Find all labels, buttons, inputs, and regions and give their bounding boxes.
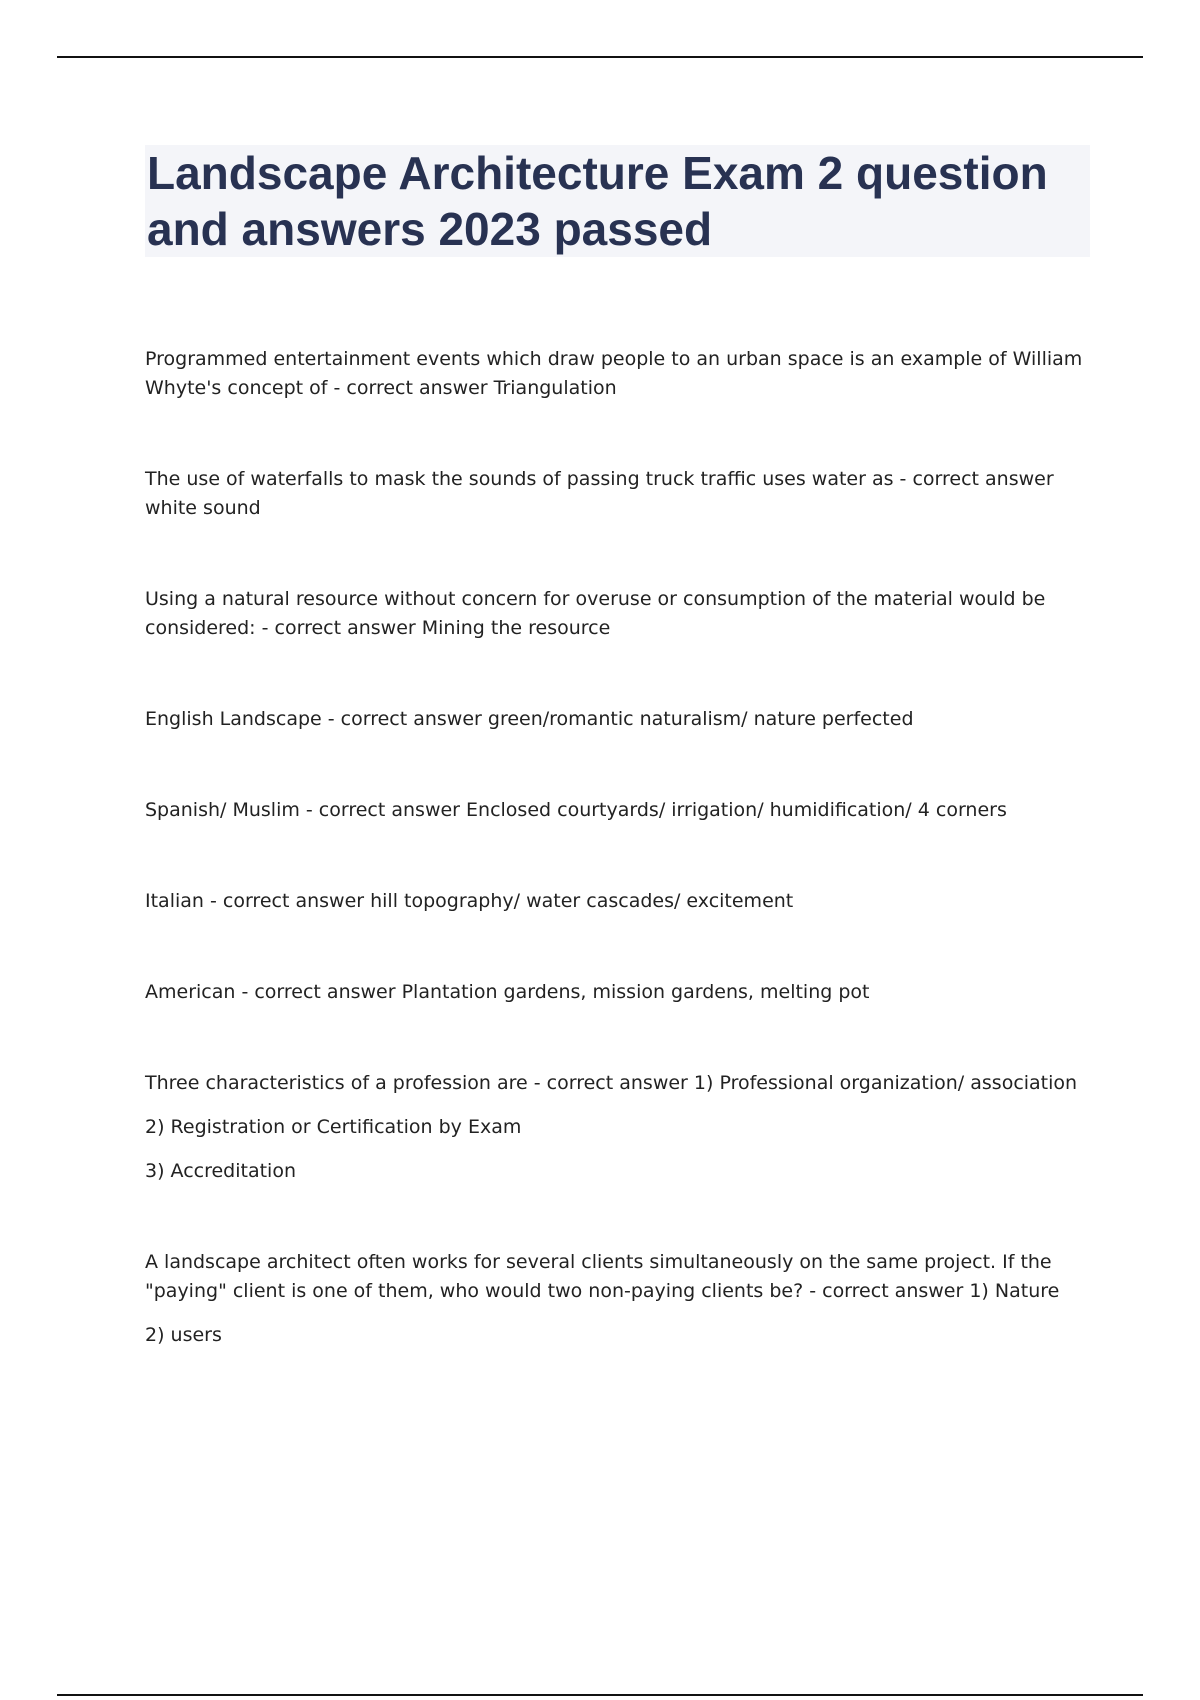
qa-text: Italian - correct answer hill topography/ water cascades/ excitement [145, 890, 794, 912]
qa-text: A landscape architect often works for several clients simultaneously on the same project. If the "paying" client is one of them, who would two non-paying clients be? - correct answer 1) Nature [145, 1251, 1060, 1302]
qa-text: Programmed entertainment events which draw people to an urban space is an example of William Whyte's concept of - correct answer Triangulation [145, 348, 1083, 399]
qa-answer-line: 2) Registration or Certification by Exam [145, 1116, 522, 1138]
qa-text: English Landscape - correct answer green/romantic naturalism/ nature perfected [145, 708, 914, 730]
qa-item [145, 1248, 1090, 1350]
qa-text: Three characteristics of a profession are - correct answer 1) Professional organization/ association [145, 1072, 1078, 1094]
qa-item [145, 345, 1090, 403]
qa-item [145, 887, 1090, 916]
qa-text: American - correct answer Plantation gardens, mission gardens, melting pot [145, 981, 870, 1003]
qa-item [145, 705, 1090, 734]
qa-text: Using a natural resource without concern for overuse or consumption of the material would be considered: - correct answer Mining the resource [145, 588, 1046, 639]
qa-item [145, 465, 1090, 523]
title-banner [145, 145, 1090, 257]
qa-text: The use of waterfalls to mask the sounds of passing truck traffic uses water as - correct answer white sound [145, 468, 1054, 519]
qa-text: Spanish/ Muslim - correct answer Enclosed courtyards/ irrigation/ humidification/ 4 corners [145, 799, 1007, 821]
bottom-divider [57, 1694, 1143, 1696]
qa-item [145, 978, 1090, 1007]
qa-answer-line: 3) Accreditation [145, 1160, 297, 1182]
qa-item [145, 585, 1090, 643]
qa-item [145, 796, 1090, 825]
document-title: Landscape Architecture Exam 2 question and answers 2023 passed [147, 147, 1048, 255]
qa-answer-line: 2) users [145, 1324, 222, 1346]
qa-item [145, 1069, 1090, 1186]
top-divider [57, 56, 1143, 58]
qa-list [145, 345, 1090, 1350]
